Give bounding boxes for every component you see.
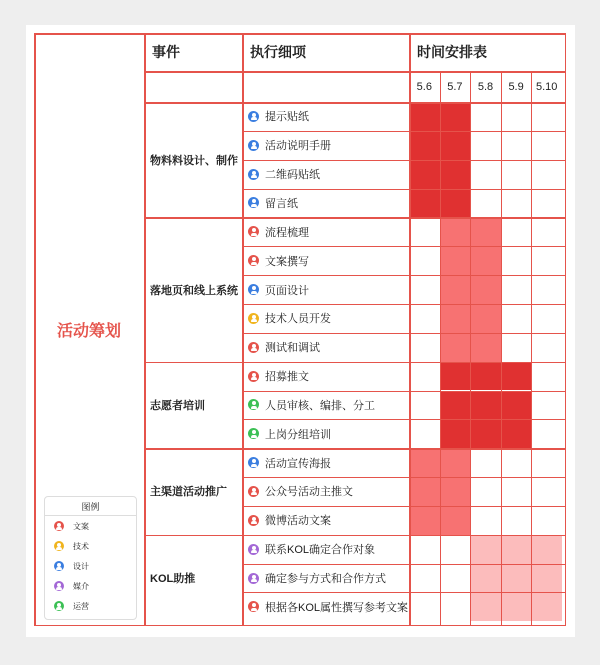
grid-line [501, 71, 502, 626]
schedule-cell [440, 131, 471, 160]
header-event: 事件 [152, 44, 180, 60]
schedule-cell [440, 391, 471, 420]
grid-line [242, 189, 566, 190]
grid-line [242, 131, 566, 132]
grid-line [409, 33, 411, 626]
schedule-cell [501, 391, 532, 420]
schedule-cell [440, 419, 471, 448]
task-item [242, 333, 415, 362]
grid-line [242, 592, 566, 593]
date-label: 5.10 [535, 80, 558, 93]
person-icon [248, 140, 259, 151]
task-label: 活动宣传海报 [265, 457, 331, 470]
grid-line [242, 160, 566, 161]
person-icon [248, 399, 259, 410]
schedule-cell [531, 592, 562, 621]
schedule-cell [501, 362, 532, 391]
person-icon [248, 226, 259, 237]
schedule-cell [501, 535, 532, 564]
person-icon [54, 541, 64, 551]
grid-line [144, 71, 566, 73]
schedule-cell [440, 160, 471, 189]
legend-item [45, 536, 136, 556]
grid-line [242, 391, 566, 392]
person-icon [54, 581, 64, 591]
person-icon [54, 521, 64, 531]
grid-line [34, 625, 566, 627]
person-icon [248, 515, 259, 526]
event-name: 物料料设计、制作 [150, 154, 238, 167]
grid-line [144, 33, 146, 626]
schedule-cell [501, 419, 532, 448]
person-icon [248, 284, 259, 295]
task-item [242, 477, 415, 506]
schedule-cell [440, 246, 471, 275]
event-name: KOL助推 [150, 573, 196, 586]
date-label: 5.9 [508, 80, 524, 93]
legend-item [45, 596, 136, 616]
grid-line [144, 217, 566, 219]
grid-line [34, 33, 36, 626]
schedule-cell [470, 217, 501, 246]
schedule-cell [470, 246, 501, 275]
person-icon [248, 169, 259, 180]
grid-line [242, 246, 566, 247]
grid-line [242, 506, 566, 507]
grid-line [565, 33, 567, 626]
task-item [242, 189, 415, 218]
person-icon [248, 342, 259, 353]
task-item [242, 448, 415, 477]
legend-item [45, 576, 136, 596]
schedule-cell [501, 564, 532, 593]
task-label: 测试和调试 [265, 342, 320, 355]
person-icon [248, 573, 259, 584]
task-item [242, 362, 415, 391]
task-label: 页面设计 [265, 284, 309, 297]
schedule-cell [440, 333, 471, 362]
grid-line [242, 419, 566, 420]
legend-item [45, 556, 136, 576]
task-item [242, 535, 415, 564]
grid-line [144, 448, 566, 450]
task-item [242, 102, 415, 131]
task-item [242, 217, 415, 246]
task-item [242, 419, 415, 448]
task-item [242, 160, 415, 189]
grid-line [242, 333, 566, 334]
schedule-cell [440, 275, 471, 304]
schedule-cell [440, 362, 471, 391]
legend-label: 运营 [73, 601, 89, 611]
header-task: 执行细项 [250, 44, 306, 60]
task-item [242, 131, 415, 160]
event-name: 志愿者培训 [150, 399, 205, 412]
activity-title: 活动筹划 [56, 323, 121, 340]
grid-line [34, 33, 566, 35]
task-label: 留言纸 [265, 197, 298, 210]
schedule-cell [440, 506, 471, 535]
task-label: 文案撰写 [265, 255, 309, 268]
task-item [242, 246, 415, 275]
task-label: 二维码贴纸 [265, 169, 320, 182]
schedule-cell [531, 564, 562, 593]
legend-label: 媒介 [73, 581, 89, 591]
legend-items [45, 516, 136, 616]
schedule-cell [531, 535, 562, 564]
task-label: 上岗分组培训 [265, 428, 331, 441]
task-label: 人员审核、编排、分工 [265, 399, 375, 412]
person-icon [248, 544, 259, 555]
legend-item [45, 516, 136, 536]
schedule-cell [470, 535, 501, 564]
grid-line [242, 564, 566, 565]
person-icon [54, 601, 64, 611]
task-label: 招募推文 [265, 371, 309, 384]
task-item [242, 304, 415, 333]
task-item [242, 506, 415, 535]
task-item [242, 564, 415, 593]
task-label: 流程梳理 [265, 226, 309, 239]
person-icon [248, 486, 259, 497]
grid-line [242, 304, 566, 305]
schedule-cell [440, 102, 471, 131]
grid-line [144, 362, 566, 364]
schedule-cell [470, 564, 501, 593]
date-label: 5.7 [447, 80, 463, 93]
grid-line [470, 71, 471, 626]
schedule-cell [440, 477, 471, 506]
legend-label: 技术 [73, 541, 89, 551]
task-label: 活动说明手册 [265, 140, 331, 153]
task-label: 技术人员开发 [265, 313, 331, 326]
schedule-cell [470, 362, 501, 391]
grid-line [242, 33, 244, 626]
schedule-cell [470, 304, 501, 333]
person-icon [248, 255, 259, 266]
grid-line [242, 275, 566, 276]
schedule-cell [470, 391, 501, 420]
task-item [242, 592, 415, 621]
legend-title: 图例 [45, 497, 136, 516]
event-name: 主渠道活动推广 [150, 486, 227, 499]
schedule-cell [470, 592, 501, 621]
schedule-cell [470, 333, 501, 362]
task-label: 根据各KOL属性撰写参考文案 [265, 601, 409, 614]
person-icon [248, 457, 259, 468]
schedule-cell [470, 419, 501, 448]
task-label: 确定参与方式和合作方式 [265, 573, 386, 586]
schedule-cell [440, 189, 471, 218]
task-label: 提示贴纸 [265, 111, 309, 124]
person-icon [248, 313, 259, 324]
task-label: 联系KOL确定合作对象 [265, 544, 376, 557]
schedule-cell [440, 217, 471, 246]
legend [44, 496, 137, 620]
legend-label: 设计 [73, 561, 89, 571]
task-label: 公众号活动主推文 [265, 486, 353, 499]
person-icon [248, 601, 259, 612]
grid-line [531, 71, 532, 626]
schedule-cell [470, 275, 501, 304]
person-icon [248, 197, 259, 208]
header-schedule: 时间安排表 [417, 44, 487, 60]
person-icon [248, 371, 259, 382]
schedule-cell [501, 592, 532, 621]
person-icon [248, 111, 259, 122]
person-icon [54, 561, 64, 571]
grid-line [242, 477, 566, 478]
date-label: 5.6 [416, 80, 432, 93]
grid-line [144, 535, 566, 537]
legend-label: 文案 [73, 521, 89, 531]
person-icon [248, 428, 259, 439]
task-label: 微博活动文案 [265, 515, 331, 528]
grid-line [440, 71, 441, 626]
schedule-cell [440, 304, 471, 333]
date-label: 5.8 [477, 80, 494, 93]
task-item [242, 275, 415, 304]
schedule-cell [440, 448, 471, 477]
event-name: 落地页和线上系统 [150, 284, 238, 297]
grid-line [144, 102, 566, 104]
task-item [242, 391, 415, 420]
